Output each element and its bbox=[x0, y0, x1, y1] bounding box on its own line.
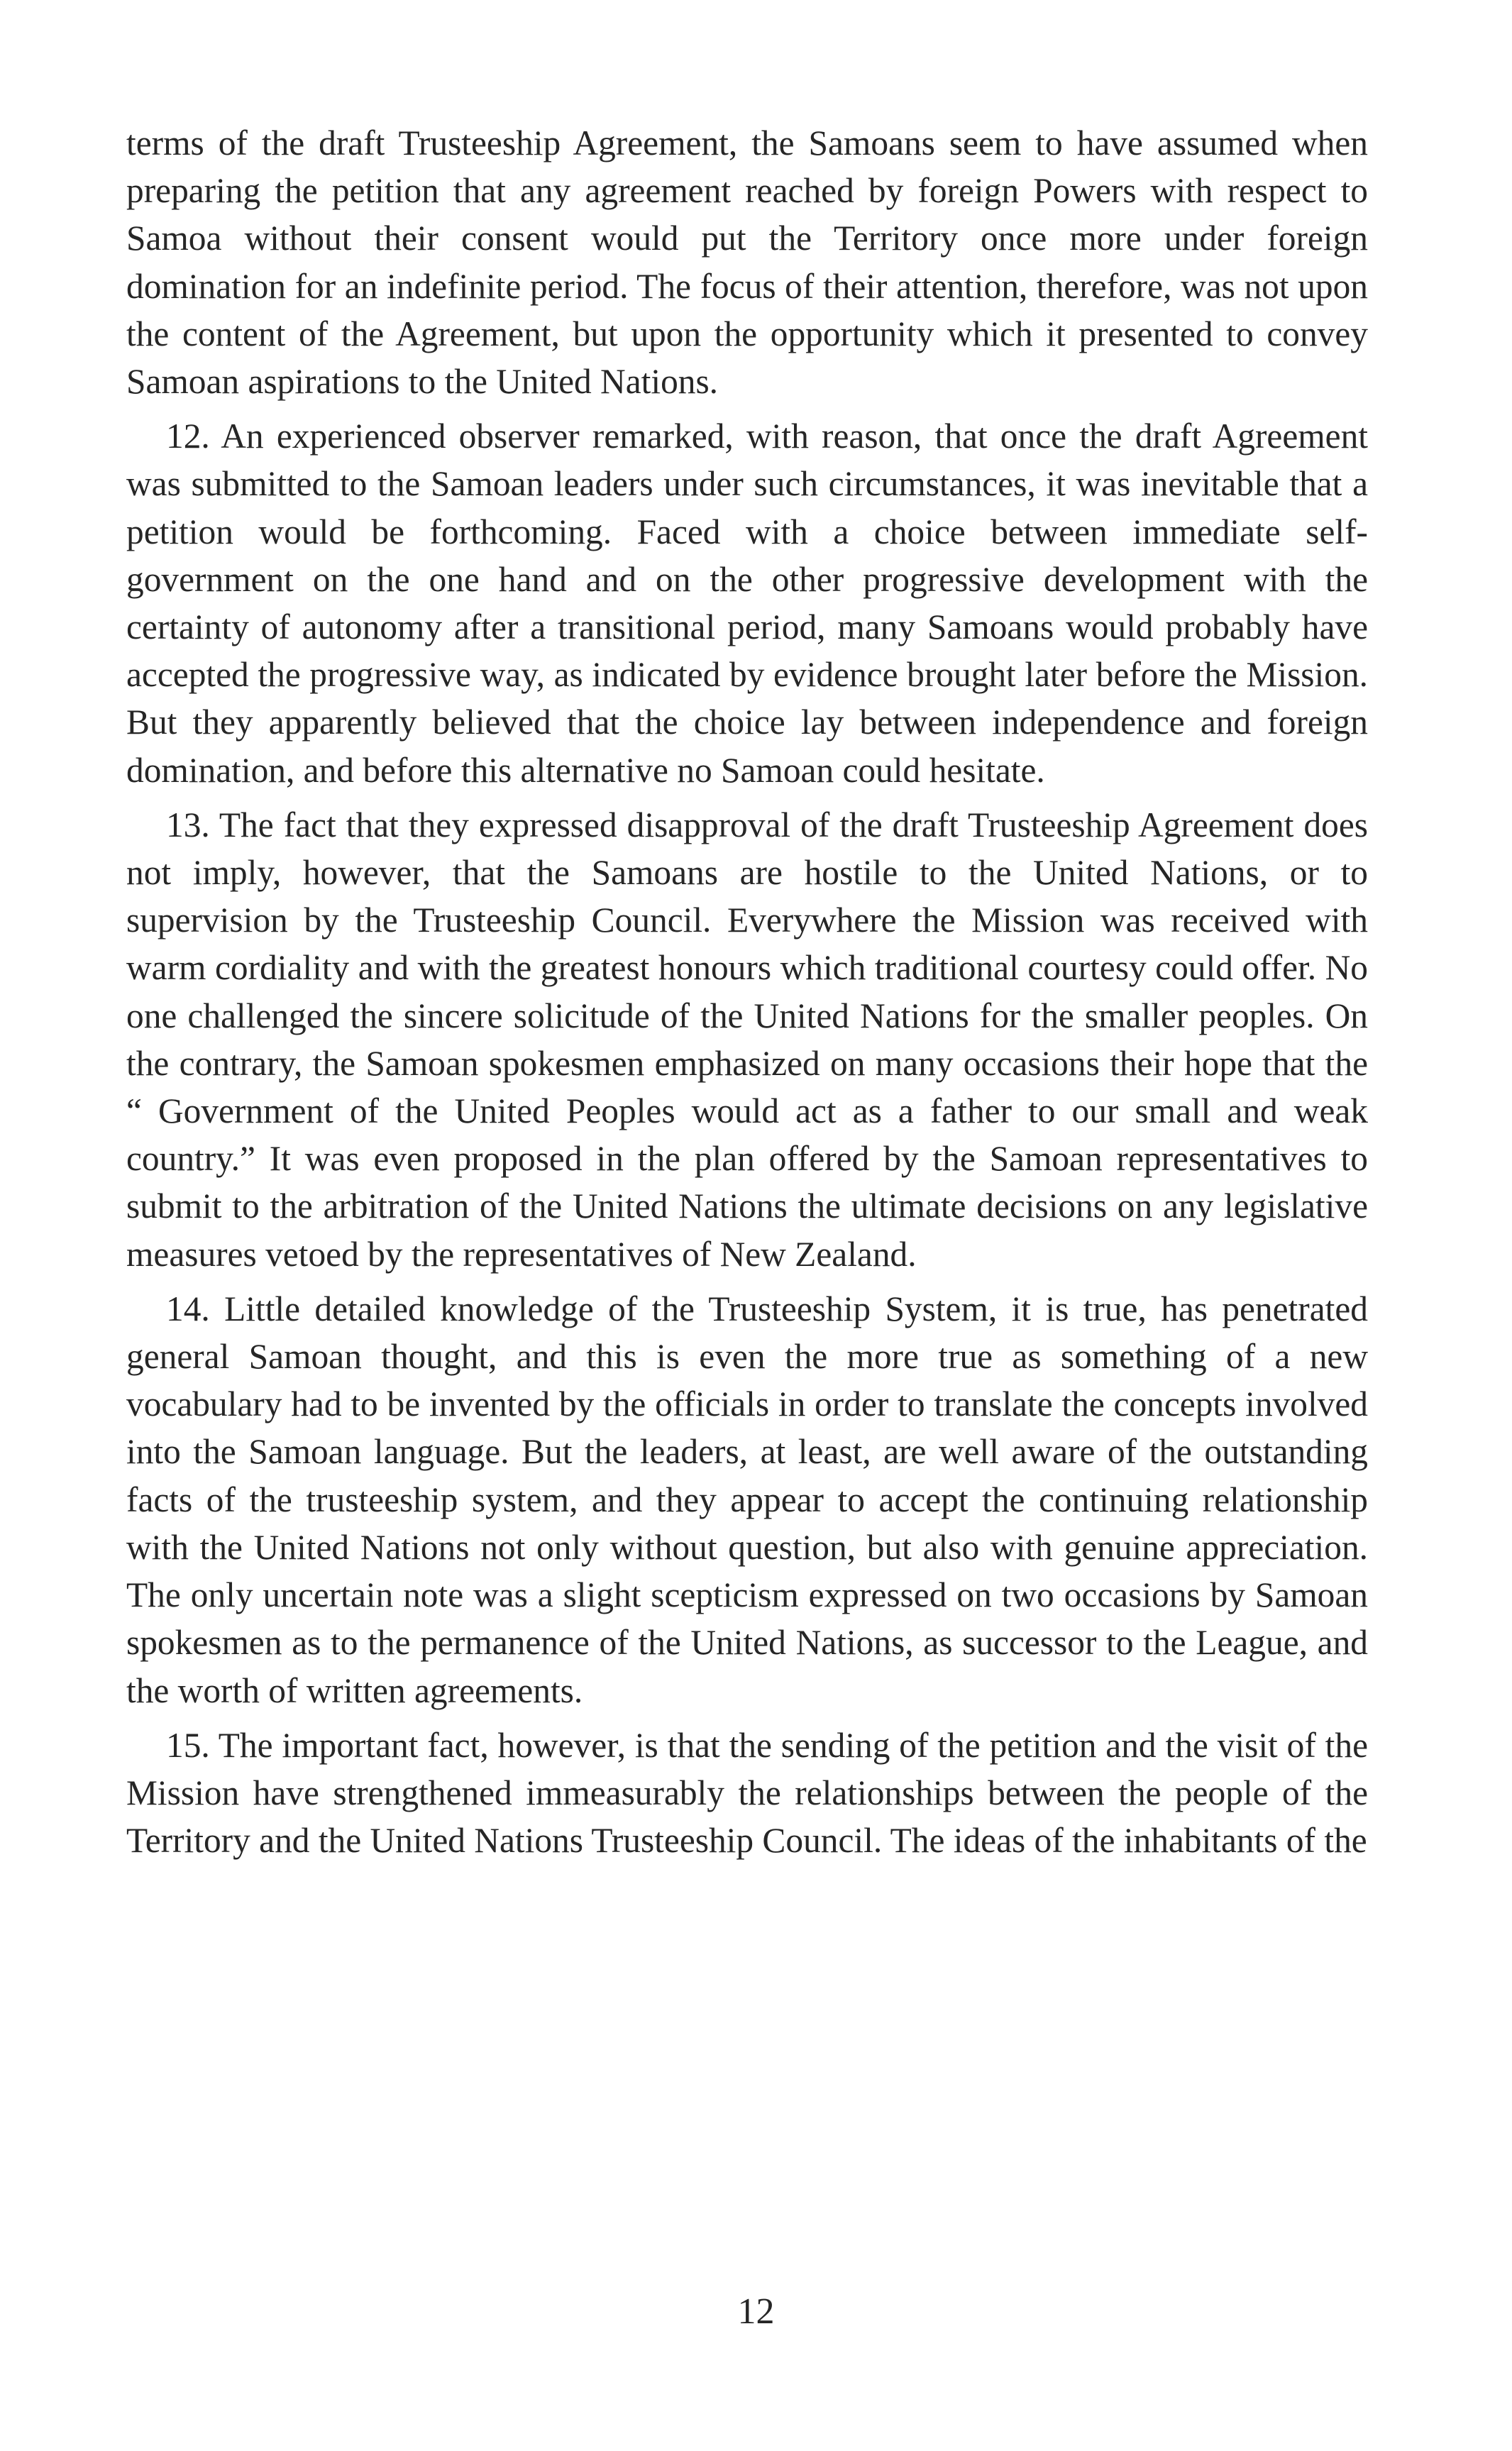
paragraph-text: An experienced observer remarked, with reason, that once the draft Agreement was submitted to the Samoan leaders under such circumstances, it was inevitable that a petition would be forthcoming. Faced with a choice between immediate self-government on the one hand and on the other progressive development with the certainty of autonomy after a transitional period, many Samoans would probably have accepted the progressive way, as indicated by evidence brought later before the Mission. But they apparently believed that the choice lay between independence and foreign domination, and before this alternative no Samoan could hesitate. bbox=[126, 417, 1368, 790]
paragraph-12 bbox=[126, 412, 1368, 794]
paragraph-15 bbox=[126, 1722, 1368, 1865]
paragraph-number: 13. bbox=[166, 805, 210, 844]
document-page bbox=[126, 119, 1368, 1864]
paragraph-text: The important fact, however, is that the sending of the petition and the visit of the Mission have strengthened immeasurably the relationships between the people of the Territory and the United Nations Trusteeship Council. The ideas of the inhabitants of the bbox=[126, 1725, 1368, 1861]
paragraph-number: 15. bbox=[166, 1725, 210, 1765]
paragraph-text: The fact that they expressed disapproval of the draft Trusteeship Agreement does not imply, however, that the Samoans are hostile to the United Nations, or to supervision by the Trusteeship Council. Everywhere the Mission was received with warm cordiality and with the greatest honours which traditional courtesy could offer. No one challenged the sincere solicitude of the United Nations for the smaller peoples. On the contrary, the Samoan spokesmen emphasized on many occasions their hope that the “ Government of the United Peoples would act as a father to our small and weak country.” It was even proposed in the plan offered by the Samoan representatives to submit to the arbitration of the United Nations the ultimate decisions on any legislative measures vetoed by the representatives of New Zealand. bbox=[126, 805, 1368, 1274]
paragraph-continuation bbox=[126, 119, 1368, 405]
paragraph-text: terms of the draft Trusteeship Agreement, the Samoans seem to have assumed when preparing the petition that any agreement reached by foreign Powers with respect to Samoa without their consent would put the Territory once more under foreign domination for an indefinite period. The focus of their attention, therefore, was not upon the content of the Agreement, but upon the opportunity which it presented to convey Samoan aspirations to the United Nations. bbox=[126, 123, 1368, 402]
paragraph-14 bbox=[126, 1285, 1368, 1714]
paragraph-13 bbox=[126, 801, 1368, 1278]
paragraph-text: Little detailed knowledge of the Trusteeship System, it is true, has penetrated general Samoan thought, and this is even the more true as something of a new vocabulary had to be invented by the officials in order to translate the concepts involved into the Samoan language. But the leaders, at least, are well aware of the outstanding facts of the trusteeship system, and they appear to accept the continuing relationship with the United Nations not only without question, but also with genuine appreciation. The only uncertain note was a slight scepticism expressed on two occasions by Samoan spokesmen as to the permanence of the United Nations, as successor to the League, and the worth of written agreements. bbox=[126, 1289, 1368, 1710]
paragraph-number: 14. bbox=[166, 1289, 210, 1328]
page-number: 12 bbox=[737, 2291, 775, 2332]
paragraph-number: 12. bbox=[166, 417, 210, 456]
